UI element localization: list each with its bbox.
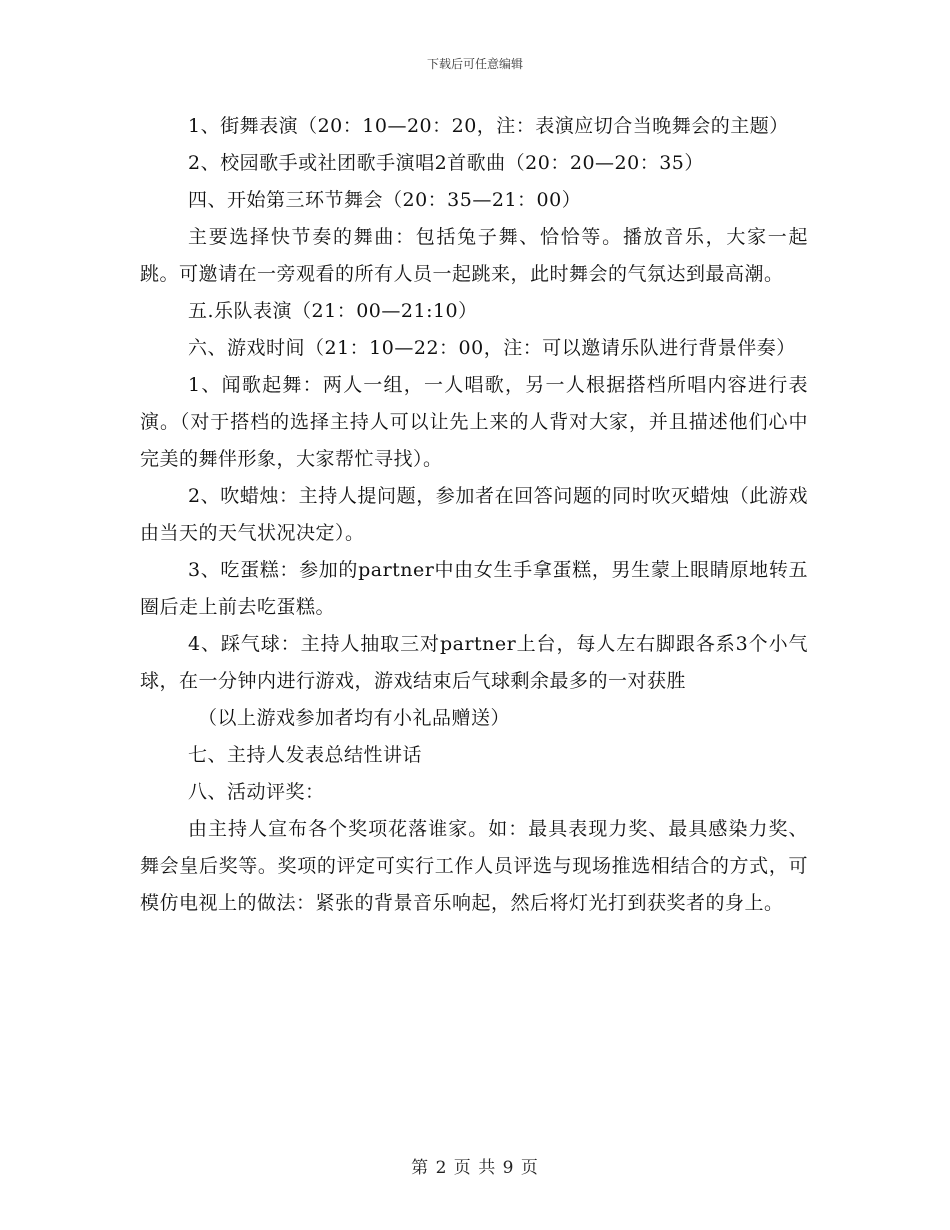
- section-heading-host-speech: 七、主持人发表总结性讲话: [188, 744, 423, 766]
- paragraph-campus-singers: 2、校园歌手或社团歌手演唱2首歌曲（20：20—20：35）: [188, 152, 704, 174]
- page-number-footer: 第 2 页 共 9 页: [411, 1158, 539, 1178]
- section-heading-dance-part-three: 四、开始第三环节舞会（20：35—21：00）: [188, 189, 582, 211]
- section-heading-band-performance: 五.乐队表演（21：00—21:10）: [188, 300, 478, 322]
- paragraph-prize-note: （以上游戏参加者均有小礼品赠送）: [198, 707, 511, 729]
- paragraph-street-dance: 1、街舞表演（20：10—20：20，注：表演应切合当晚舞会的主题）: [188, 115, 789, 137]
- document-body: [140, 108, 808, 922]
- paragraph-game-dance-to-song: 1、闻歌起舞：两人一组，一人唱歌，另一人根据搭档所唱内容进行表演。（对于搭档的选择主持人可以让先上来的人背对大家，并且描述他们心中完美的舞伴形象，大家帮忙寻找）。: [140, 374, 808, 470]
- section-heading-game-time: 六、游戏时间（21：10—22：00，注：可以邀请乐队进行背景伴奏）: [188, 337, 796, 359]
- paragraph-game-eat-cake: 3、吃蛋糕：参加的partner中由女生手拿蛋糕，男生蒙上眼睛原地转五圈后走上前去吃蛋糕。: [140, 559, 808, 618]
- section-heading-awards: 八、活动评奖：: [188, 781, 325, 803]
- paragraph-game-blow-candles: 2、吹蜡烛：主持人提问题，参加者在回答问题的同时吹灭蜡烛（此游戏由当天的天气状况决定）。: [140, 485, 808, 544]
- paragraph-awards-description: 由主持人宣布各个奖项花落谁家。如：最具表现力奖、最具感染力奖、舞会皇后奖等。奖项的评定可实行工作人员评选与现场推选相结合的方式，可模仿电视上的做法：紧张的背景音乐响起，然后将灯光打到获奖者的身上。: [140, 818, 808, 914]
- paragraph-fast-dance-music: 主要选择快节奏的舞曲：包括兔子舞、恰恰等。播放音乐，大家一起跳。可邀请在一旁观看的所有人员一起跳来，此时舞会的气氛达到最高潮。: [140, 226, 808, 285]
- page-header: 下载后可任意编辑: [426, 57, 523, 71]
- paragraph-game-balloon-stomp: 4、踩气球：主持人抽取三对partner上台，每人左右脚跟各系3个小气球，在一分钟内进行游戏，游戏结束后气球剩余最多的一对获胜: [140, 633, 808, 692]
